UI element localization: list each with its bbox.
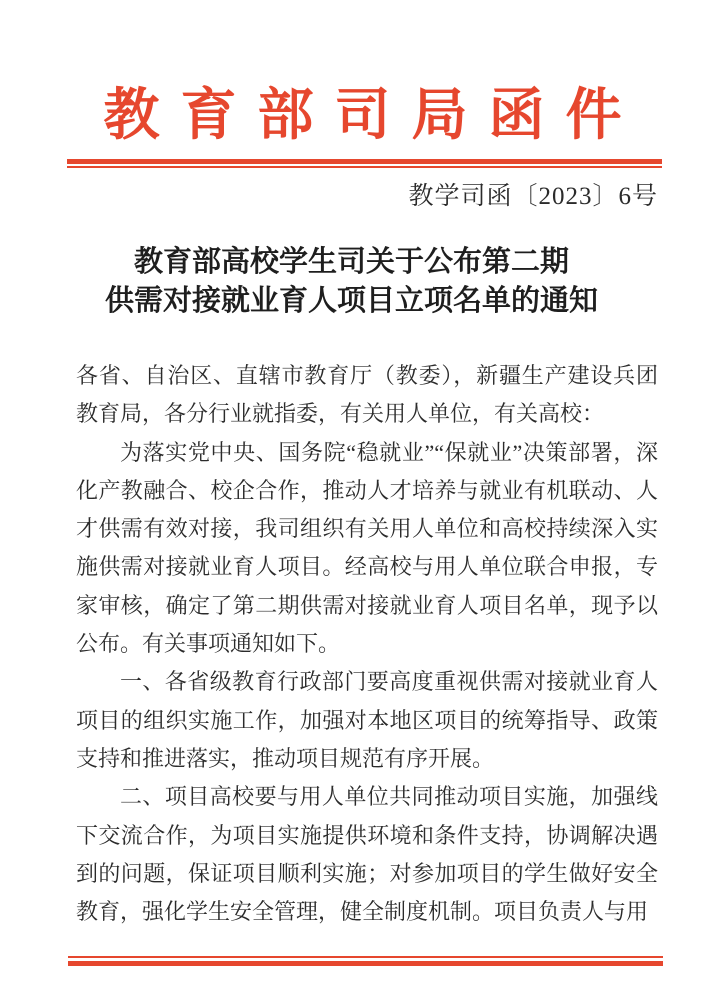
- notice-body: [76, 357, 658, 931]
- footer-rule-thin-line: [68, 956, 663, 958]
- notice-title-line2: 供需对接就业育人项目立项名单的通知: [104, 285, 598, 317]
- doc-number: 教学司函〔2023〕6号: [408, 183, 658, 210]
- salutation-line: 各省、自治区、直辖市教育厅（教委），新疆生产建设兵团教育局，各分行业就指委，有关用人单位，有关高校：: [76, 363, 658, 427]
- body-paragraph: 为落实党中央、国务院“稳就业”“保就业”决策部署，深化产教融合、校企合作，推动人才培养与就业有机联动、人才供需有效对接，我司组织有关用人单位和高校持续深入实施供需对接就业育人项目。经高校与用人单位联合申报，专家审核，确定了第二期供需对接就业育人项目名单，现予以公布。有关事项通知如下。: [76, 439, 658, 657]
- letterhead-title: 教育部司局函件: [103, 85, 643, 147]
- footer-rule: [68, 956, 663, 966]
- body-paragraph: 二、项目高校要与用人单位共同推动项目实施，加强线下交流合作，为项目实施提供环境和条件支持，协调解决遇到的问题，保证项目顺利实施；对参加项目的学生做好安全教育，强化学生安全管理，健全制度机制。项目负责人与用: [76, 784, 658, 925]
- notice-title-line1: 教育部高校学生司关于公布第二期: [133, 246, 569, 278]
- header-rule-thick-line: [67, 159, 662, 164]
- header-rule: [67, 159, 662, 168]
- body-paragraph: 一、各省级教育行政部门要高度重视供需对接就业育人项目的组织实施工作，加强对本地区项目的统筹指导、政策支持和推进落实，推动项目规范有序开展。: [76, 669, 658, 771]
- header-rule-thin-line: [67, 166, 662, 168]
- notice-title: [0, 243, 725, 321]
- footer-rule-thick-line: [68, 961, 663, 966]
